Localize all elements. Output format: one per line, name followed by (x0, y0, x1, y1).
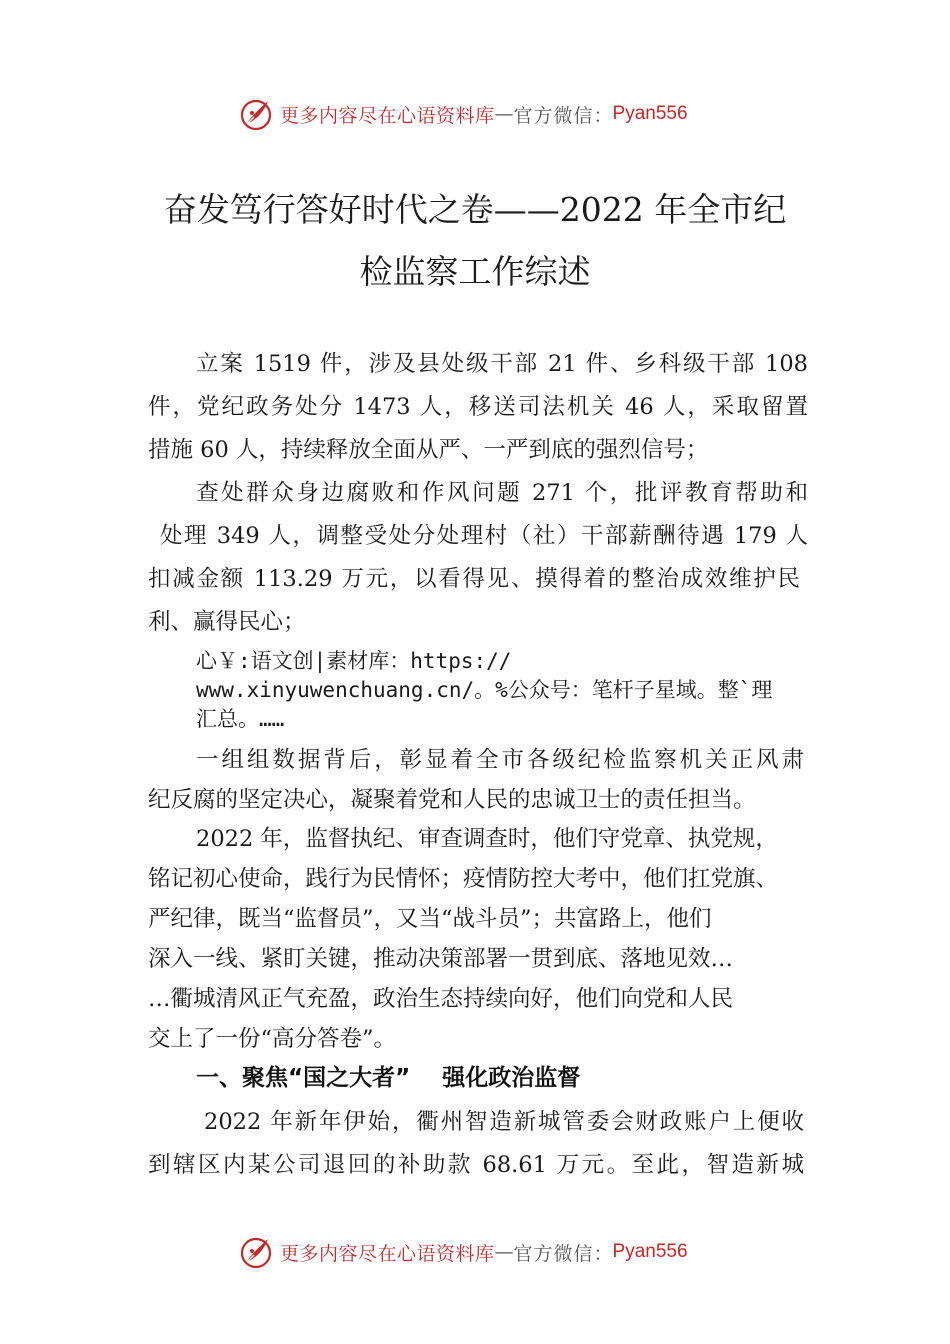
paragraph-1-line-1: 立案 1519 件，涉及县处级干部 21 件、乡科级干部 108 (196, 351, 808, 377)
watermark-colon: ： (593, 1242, 613, 1265)
quill-seal-icon (238, 1234, 274, 1270)
source-notice-line-1: 心￥:语文创|素材库：https:// (196, 649, 512, 673)
watermark-dash: — (494, 103, 514, 125)
paragraph-2-line-4: 利、赢得民心； (148, 609, 306, 635)
paragraph-4-line-2: 铭记初心使命，践行为民情怀；疫情防控大考中，他们扛党旗、 (148, 866, 779, 892)
document-title-line-1: 奋发笃行答好时代之卷——2022 年全市纪 (163, 190, 787, 229)
paragraph-2-line-2: 处理 349 人，调整受处分处理村（社）干部薪酬待遇 179 人 (160, 523, 808, 549)
paragraph-4-line-5: …衢城清风正气充盈，政治生态持续向好，他们向党和人民 (148, 986, 734, 1012)
watermark-gray-text: 官方微信 (513, 104, 594, 127)
paragraph-1-line-3: 措施 60 人，持续释放全面从严、一严到底的强烈信号； (148, 437, 709, 463)
source-notice-line-2: www.xinyuwenchuang.cn/。%公众号：笔杆子星域。整`理 (196, 678, 773, 702)
paragraph-4-line-3: 严纪律，既当“监督员”，又当“战斗员”；共富路上，他们 (148, 906, 712, 932)
watermark-red-text: 更多内容尽在心语资料库 (280, 104, 495, 127)
watermark-banner-top (238, 96, 688, 132)
paragraph-4-line-1: 2022 年，监督执纪、审查调查时，他们守党章、执党规， (196, 826, 778, 852)
paragraph-3-line-2: 纪反腐的坚定决心，凝聚着党和人民的忠诚卫士的责任担当。 (148, 787, 756, 813)
document-title-line-2: 检监察工作综述 (359, 252, 591, 291)
paragraph-1-line-2: 件，党纪政务处分 1473 人，移送司法机关 46 人，采取留置 (148, 394, 808, 420)
paragraph-5-line-2: 到辖区内某公司退回的补助款 68.61 万元。至此，智造新城 (148, 1152, 804, 1178)
watermark-wechat-id: Pyan556 (612, 103, 688, 124)
watermark-dash: — (494, 1241, 514, 1263)
watermark-gray-text: 官方微信 (513, 1242, 594, 1265)
paragraph-2-line-3: 扣减金额 113.29 万元，以看得见、摸得着的整治成效维护民 (148, 566, 800, 592)
section-heading-1: 一、聚焦“国之大者” 强化政治监督 (196, 1065, 581, 1091)
paragraph-5-line-1: 2022 年新年伊始，衢州智造新城管委会财政账户上便收 (204, 1109, 804, 1135)
quill-seal-icon (238, 96, 274, 132)
paragraph-3-line-1: 一组组数据背后，彰显着全市各级纪检监察机关正风肃 (196, 747, 804, 773)
watermark-colon: ： (593, 104, 613, 127)
source-notice-line-3: 汇总。…… (196, 707, 285, 731)
paragraph-2-line-1: 查处群众身边腐败和作风问题 271 个，批评教育帮助和 (196, 480, 808, 506)
watermark-banner-bottom (238, 1234, 688, 1270)
watermark-wechat-id: Pyan556 (612, 1241, 688, 1262)
paragraph-4-line-4: 深入一线、紧盯关键，推动决策部署一贯到底、落地见效… (148, 946, 734, 972)
paragraph-4-line-6: 交上了一份“高分答卷”。 (148, 1026, 397, 1052)
watermark-red-text: 更多内容尽在心语资料库 (280, 1242, 495, 1265)
